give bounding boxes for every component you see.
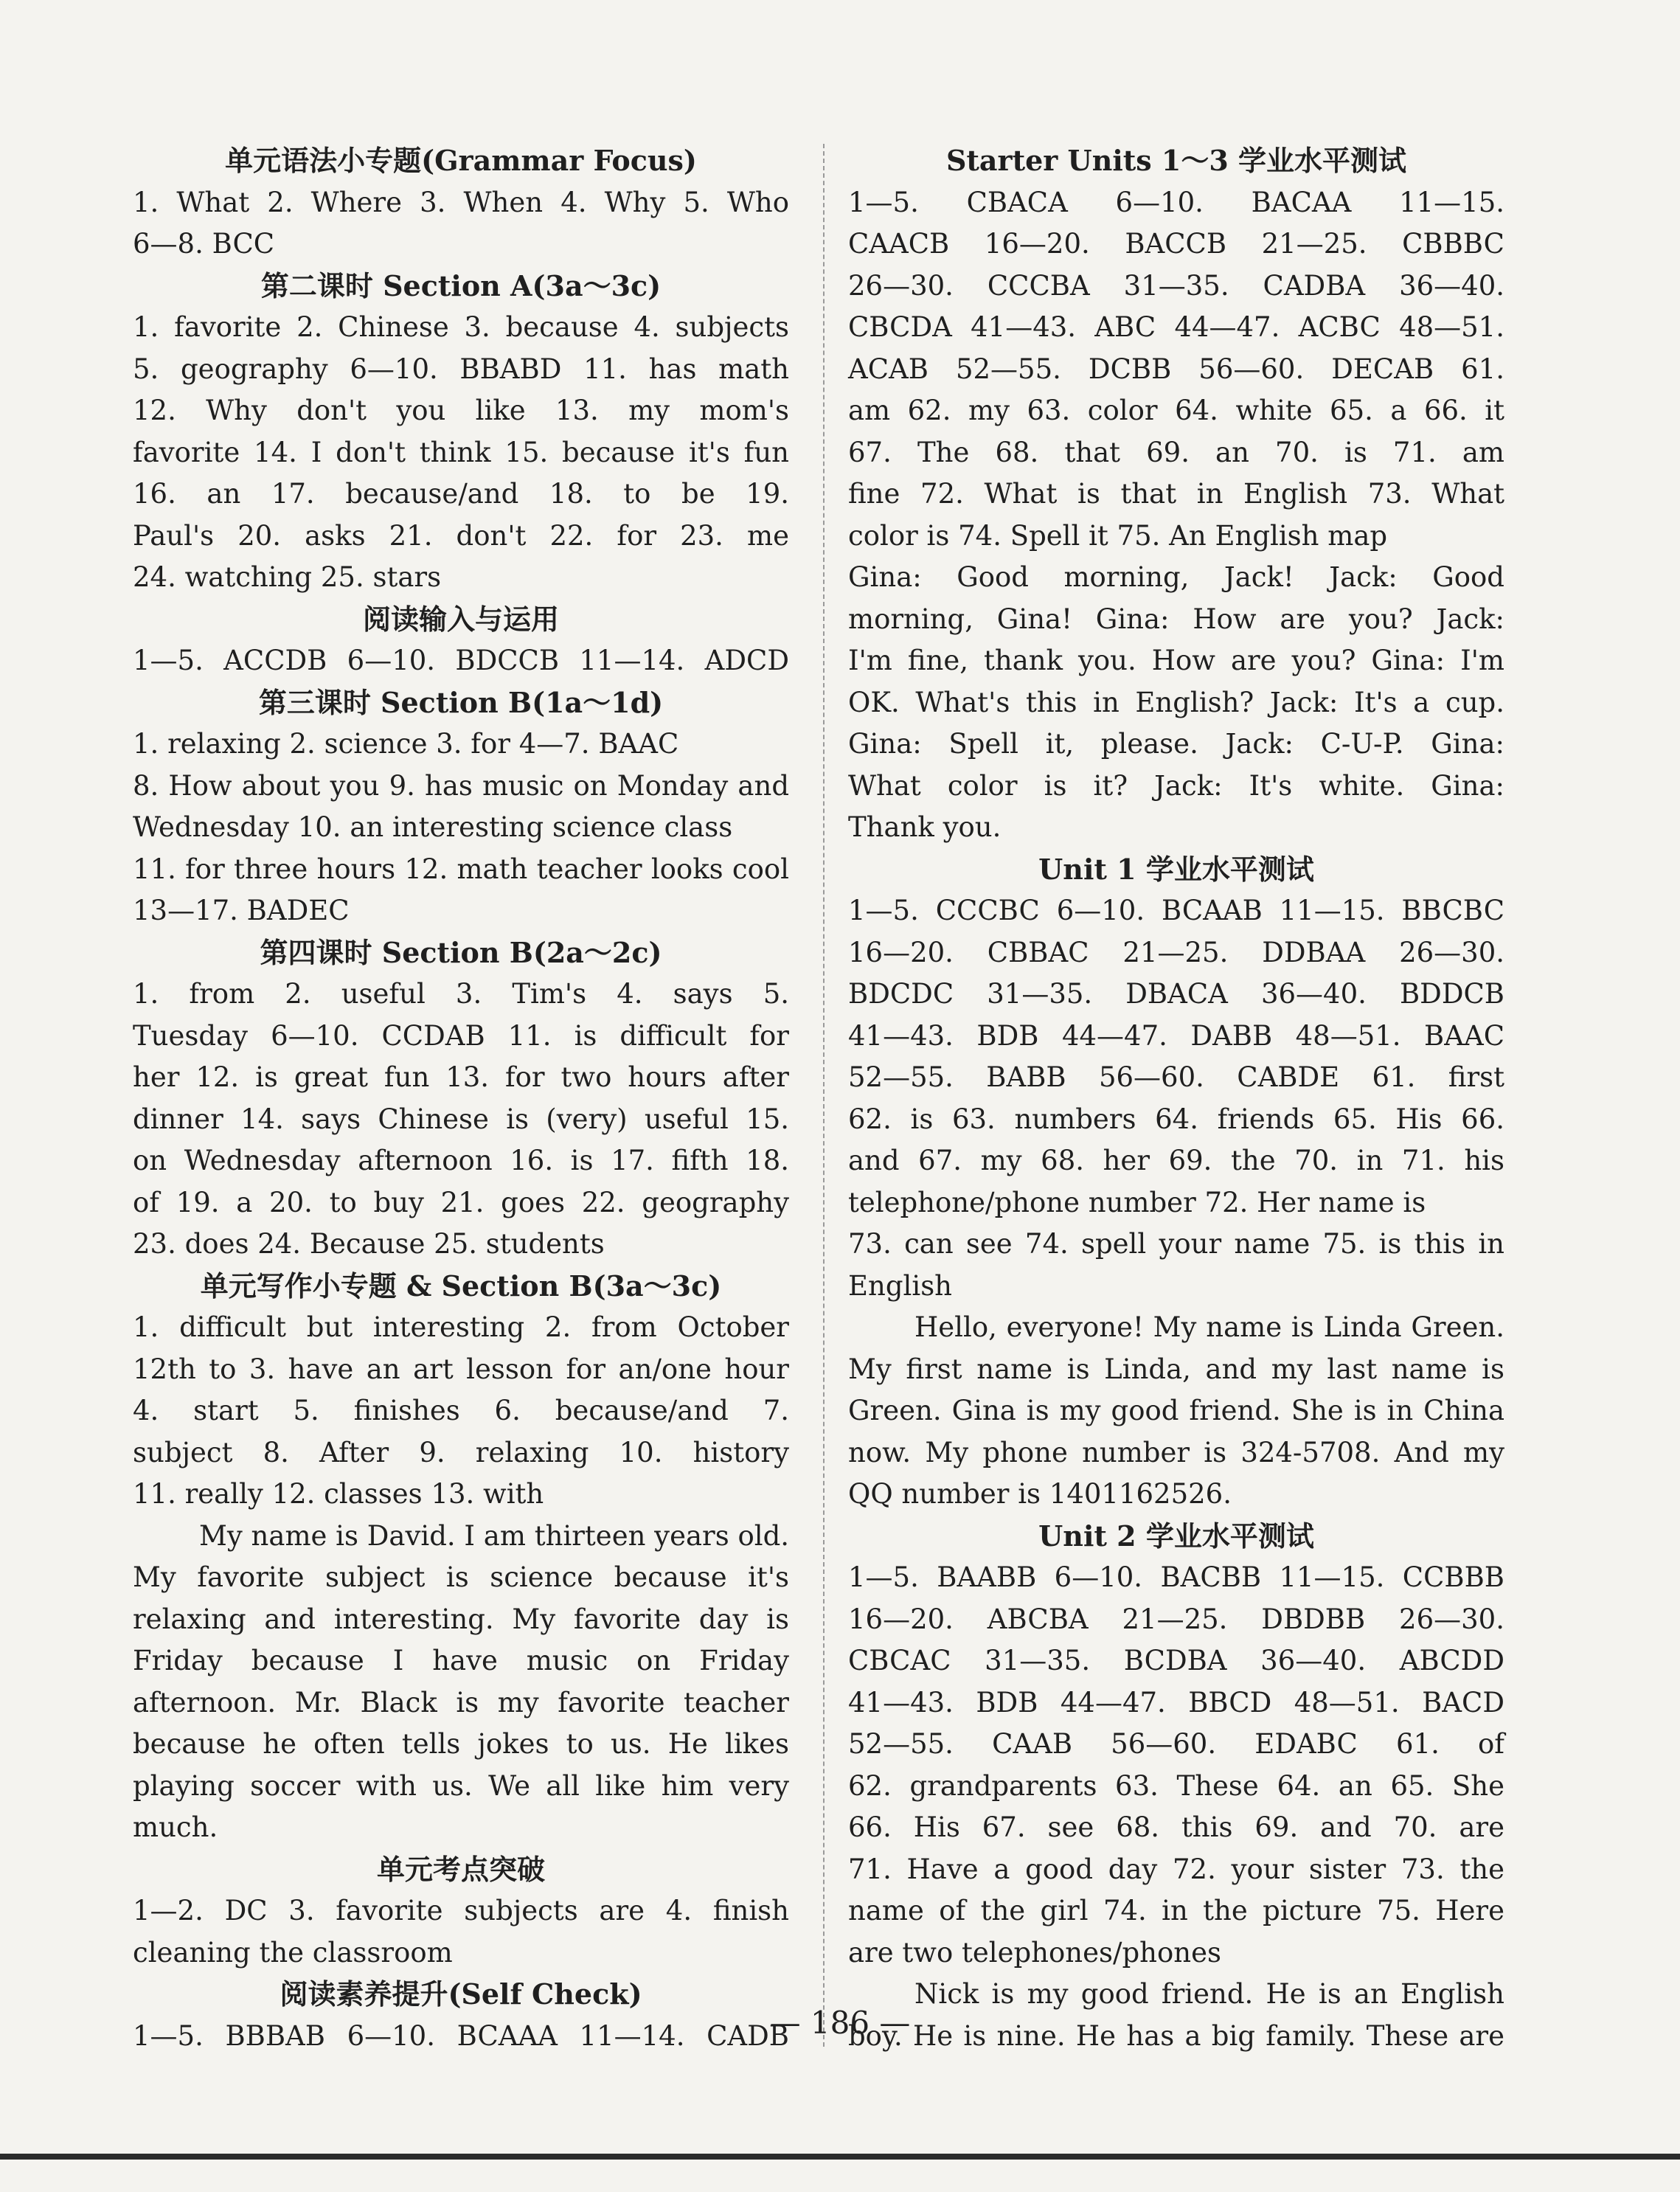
answer-line: on Wednesday afternoon 16. is 17. fifth 18. <box>133 1145 789 1176</box>
answer-line: 5. geography 6—10. BBABD 11. has math <box>133 353 789 385</box>
answer-line: 26—30. CCCBA 31—35. CADBA 36—40. <box>848 269 1504 302</box>
section-heading: 阅读输入与运用 <box>362 602 559 636</box>
answer-line: 41—43. BDB 44—47. BBCD 48—51. BACD <box>848 1686 1504 1718</box>
answer-line: 1—5. CBACA 6—10. BACAA 11—15. <box>848 186 1504 218</box>
answer-line: 1—5. ACCDB 6—10. BDCCB 11—14. ADCD <box>133 645 789 676</box>
answer-line: color is 74. Spell it 75. An English map <box>848 519 1388 552</box>
answer-line: OK. What's this in English? Jack: It's a cup. <box>848 686 1504 718</box>
answer-line: afternoon. Mr. Black is my favorite teacher <box>133 1686 789 1718</box>
answer-line: BDCDC 31—35. DBACA 36—40. BDDCB <box>848 978 1504 1010</box>
answer-line: 1. relaxing 2. science 3. for 4—7. BAAC <box>133 728 679 760</box>
answer-line: Friday because I have music on Friday <box>133 1645 789 1676</box>
answer-line: Tuesday 6—10. CCDAB 11. is difficult for <box>133 1019 789 1052</box>
answer-line: 52—55. BABB 56—60. CABDE 61. first <box>848 1061 1504 1093</box>
answer-line: because he often tells jokes to us. He likes <box>133 1728 789 1760</box>
answer-line: 52—55. CAAB 56—60. EDABC 61. of <box>848 1728 1504 1760</box>
answer-line: ACAB 52—55. DCBB 56—60. DECAB 61. <box>848 353 1504 385</box>
answer-line: 11. for three hours 12. math teacher looks cool <box>133 853 789 885</box>
answer-line: subject 8. After 9. relaxing 10. history <box>133 1436 789 1468</box>
answer-line: 12th to 3. have an art lesson for an/one hour <box>133 1353 789 1385</box>
answer-line: and 67. my 68. her 69. the 70. in 71. his <box>848 1145 1504 1176</box>
answer-line: name of the girl 74. in the picture 75. Here <box>848 1895 1504 1926</box>
answer-line: 1. difficult but interesting 2. from October <box>133 1311 789 1343</box>
answer-line: CBCDA 41—43. ABC 44—47. ACBC 48—51. <box>848 311 1504 343</box>
answer-line: Hello, everyone! My name is Linda Green. <box>914 1311 1504 1343</box>
answer-line: 1. favorite 2. Chinese 3. because 4. subjects <box>133 311 789 343</box>
answer-line: favorite 14. I don't think 15. because it's fun <box>133 436 789 468</box>
section-heading: Unit 1 学业水平测试 <box>1038 852 1314 886</box>
section-heading: 阅读素养提升(Self Check) <box>280 1977 642 2011</box>
answer-line: 16—20. ABCBA 21—25. DBDBB 26—30. <box>848 1603 1504 1635</box>
bottom-edge-bar <box>0 2154 1680 2160</box>
answer-line: My favorite subject is science because it's <box>133 1561 789 1593</box>
answer-line: 1—5. BBBAB 6—10. BCAAA 11—14. CADB <box>133 2019 789 2052</box>
answer-line: her 12. is great fun 13. for two hours after <box>133 1061 789 1093</box>
section-heading: 第三课时 Section B(1a～1d) <box>258 685 664 719</box>
answer-line: 67. The 68. that 69. an 70. is 71. am <box>848 436 1504 468</box>
answer-line: Green. Gina is my good friend. She is in China <box>848 1395 1504 1426</box>
page-number: — 186 — <box>769 2005 911 2041</box>
answer-line: Paul's 20. asks 21. don't 22. for 23. me <box>133 519 789 552</box>
answer-line: now. My phone number is 324-5708. And my <box>848 1436 1504 1468</box>
answer-line: 24. watching 25. stars <box>133 561 442 593</box>
answer-line: I'm fine, thank you. How are you? Gina: I'm <box>848 645 1504 676</box>
answer-line: 23. does 24. Because 25. students <box>133 1228 605 1260</box>
answer-line: of 19. a 20. to buy 21. goes 22. geography <box>133 1186 789 1218</box>
answer-line: relaxing and interesting. My favorite day is <box>133 1603 789 1635</box>
answer-line: English <box>848 1269 953 1302</box>
answer-line: 1. from 2. useful 3. Tim's 4. says 5. <box>133 978 789 1010</box>
section-heading: 单元写作小专题 & Section B(3a～3c) <box>200 1269 722 1303</box>
section-heading: 单元考点突破 <box>376 1852 545 1886</box>
answer-line: morning, Gina! Gina: How are you? Jack: <box>848 603 1504 635</box>
answer-line: 1. What 2. Where 3. When 4. Why 5. Who <box>133 186 789 218</box>
answer-line: 66. His 67. see 68. this 69. and 70. are <box>848 1811 1504 1843</box>
answer-line: 1—5. BAABB 6—10. BACBB 11—15. CCBBB <box>848 1561 1504 1593</box>
answer-line: My name is David. I am thirteen years old. <box>199 1519 790 1552</box>
answer-line: My first name is Linda, and my last name is <box>848 1353 1504 1385</box>
answer-line: much. <box>133 1811 218 1843</box>
answer-line: Wednesday 10. an interesting science class <box>133 811 733 843</box>
answer-line: 16. an 17. because/and 18. to be 19. <box>133 478 789 510</box>
section-heading: 第四课时 Section B(2a～2c) <box>260 935 662 969</box>
right-column <box>848 140 1504 2057</box>
answer-line: dinner 14. says Chinese is (very) useful 15. <box>133 1103 789 1135</box>
answer-line: 8. How about you 9. has music on Monday and <box>133 769 789 802</box>
answer-line: 62. is 63. numbers 64. friends 65. His 66. <box>848 1103 1504 1135</box>
answer-line: CBCAC 31—35. BCDBA 36—40. ABCDD <box>848 1645 1504 1676</box>
answer-line: 11. really 12. classes 13. with <box>133 1478 544 1510</box>
answer-line: 6—8. BCC <box>133 228 275 260</box>
answer-line: 16—20. CBBAC 21—25. DDBAA 26—30. <box>848 936 1504 968</box>
answer-line: 1—2. DC 3. favorite subjects are 4. finish <box>133 1895 789 1926</box>
answer-line: telephone/phone number 72. Her name is <box>848 1186 1426 1218</box>
answer-line: What color is it? Jack: It's white. Gina: <box>848 769 1504 802</box>
answer-line: QQ number is 1401162526. <box>848 1478 1232 1510</box>
answer-line: 41—43. BDB 44—47. DABB 48—51. BAAC <box>848 1019 1504 1052</box>
answer-line: 4. start 5. finishes 6. because/and 7. <box>133 1395 789 1426</box>
answer-line: Gina: Good morning, Jack! Jack: Good <box>848 561 1504 593</box>
answer-line: Gina: Spell it, please. Jack: C-U-P. Gina: <box>848 728 1504 760</box>
answer-line: cleaning the classroom <box>133 1936 453 1969</box>
answer-line: CAACB 16—20. BACCB 21—25. CBBBC <box>848 228 1504 260</box>
answer-line: 62. grandparents 63. These 64. an 65. She <box>848 1769 1504 1802</box>
answer-line: playing soccer with us. We all like him very <box>133 1769 789 1802</box>
answer-line: 12. Why don't you like 13. my mom's <box>133 395 789 426</box>
answer-line: boy. He is nine. He has a big family. These are <box>848 2019 1504 2052</box>
section-heading: Unit 2 学业水平测试 <box>1038 1519 1314 1553</box>
answer-line: Thank you. <box>848 811 1002 843</box>
answer-line: am 62. my 63. color 64. white 65. a 66. it <box>848 395 1504 426</box>
column-divider <box>823 144 825 2047</box>
answer-line: 71. Have a good day 72. your sister 73. the <box>848 1853 1504 1885</box>
answer-line: 1—5. CCCBC 6—10. BCAAB 11—15. BBCBC <box>848 895 1504 926</box>
section-heading: Starter Units 1～3 学业水平测试 <box>945 144 1407 177</box>
left-column <box>133 140 789 2057</box>
section-heading: 单元语法小专题(Grammar Focus) <box>225 144 697 177</box>
section-heading: 第二课时 Section A(3a～3c) <box>260 268 662 302</box>
answer-line: 73. can see 74. spell your name 75. is this in <box>848 1228 1504 1260</box>
answer-line: are two telephones/phones <box>848 1936 1221 1969</box>
answer-line: Nick is my good friend. He is an English <box>914 1978 1504 2010</box>
answer-line: fine 72. What is that in English 73. What <box>848 478 1504 510</box>
answer-line: 13—17. BADEC <box>133 895 350 926</box>
